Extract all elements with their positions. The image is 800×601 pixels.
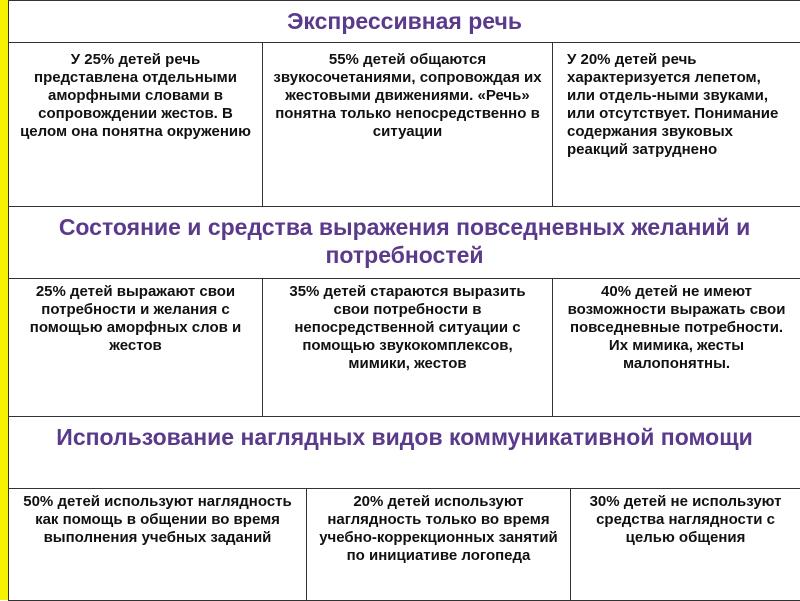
section-title-needs-expression: Состояние и средства выражения повседневных желаний и потребностей <box>9 207 800 279</box>
table-cell: 30% детей не используют средства наглядности с целью общения <box>571 489 800 601</box>
table-cell: 40% детей не имеют возможности выражать свои повседневные потребности. Их мимика, жесты малопонятны. <box>553 279 800 417</box>
statistics-table <box>8 0 800 600</box>
table-cell: 35% детей стараются выразить свои потребности в непосредственной ситуации с помощью звукокомплексов, мимики, жестов <box>263 279 553 417</box>
section-title-expressive-speech: Экспрессивная речь <box>9 1 800 43</box>
table-cell: 55% детей общаются звукосочетаниями, сопровождая их жестовыми движениями. «Речь» понятна только непосредственно в ситуации <box>263 43 553 207</box>
section-title-visual-aids: Использование наглядных видов коммуникативной помощи <box>9 417 800 489</box>
table-cell: У 20% детей речь характеризуется лепетом, или отдель-ными звуками, или отсутствует. Понимание содержания звуковых реакций затруднено <box>553 43 800 207</box>
table <box>8 0 800 601</box>
table-cell: 25% детей выражают свои потребности и желания с помощью аморфных слов и жестов <box>9 279 263 417</box>
table-cell: 20% детей используют наглядность только во время учебно-коррекционных занятий по инициативе логопеда <box>307 489 571 601</box>
table-cell: У 25% детей речь представлена отдельными аморфными словами в сопровождении жестов. В целом она понятна окружению <box>9 43 263 207</box>
table-cell: 50% детей используют наглядность как помощь в общении во время выполнения учебных заданий <box>9 489 307 601</box>
